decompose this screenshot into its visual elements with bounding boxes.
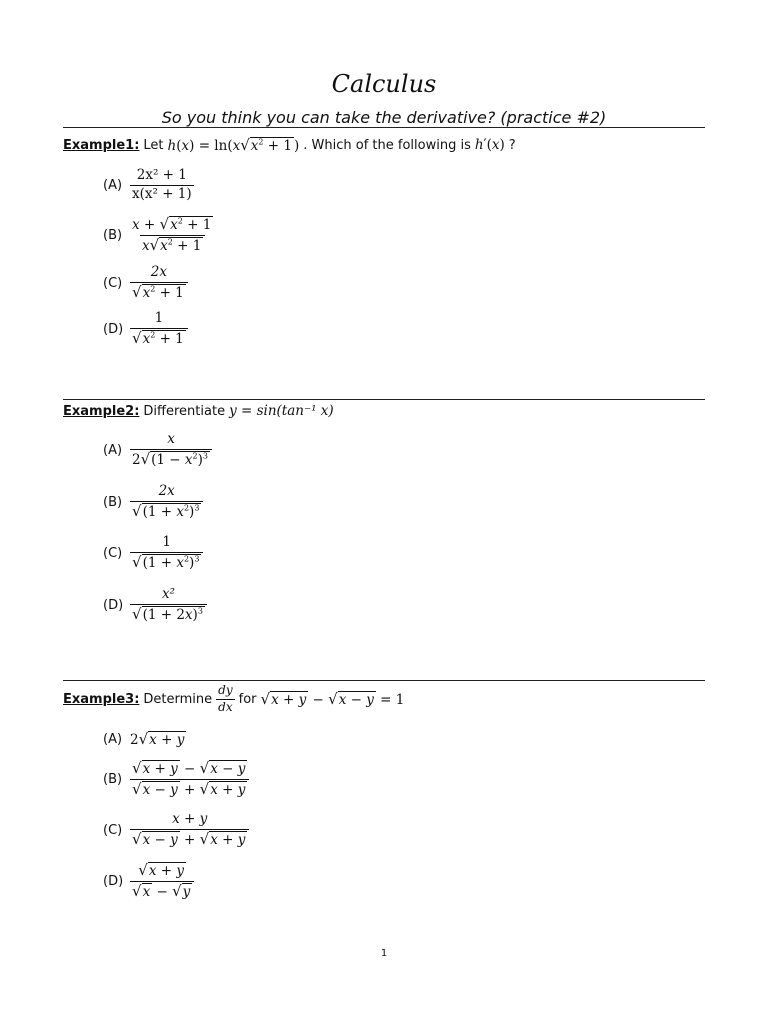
option-fraction [130,168,194,202]
page-number: 1 [380,948,388,959]
example2-prompt-pre: Differentiate [143,403,226,419]
example2-option-a[interactable] [103,432,212,468]
divider [63,127,705,128]
fraction-denominator: $√(1 + x^2)^3$ [130,552,203,572]
fraction-denominator: x(x² + 1) [132,185,192,202]
example2-prompt [63,403,334,419]
option-letter: (A) [103,731,123,747]
fraction-numerator: x [167,431,175,447]
option-expression: 2√x + y [130,730,185,748]
example1-prompt-mid: . Which of the following is [303,137,471,153]
example1-derivative: h′(x) [474,137,505,153]
example1-function: $h(x) = \ln(x√x^2 + 1$ ) [167,136,300,154]
option-letter: (A) [103,177,123,193]
option-fraction [130,311,188,347]
fraction-numerator: 2x [150,264,167,280]
example3-prompt-for: for [238,691,257,707]
option-fraction [130,760,249,798]
divider [63,399,705,400]
example1-prompt-pre: Let [143,137,164,153]
dy-dx-fraction [216,684,234,715]
option-letter: (B) [103,227,123,243]
option-fraction [130,265,188,301]
example1-prompt-post: ? [508,137,516,153]
option-letter: (D) [103,873,124,889]
fraction-numerator: x + y [172,811,208,827]
fraction-denominator: √x − √y [130,881,194,901]
option-fraction [130,432,212,468]
example3-prompt-pre: Determine [143,691,213,707]
option-fraction [130,484,203,520]
example3-option-b[interactable] [103,760,249,798]
example1-option-b[interactable] [103,216,215,254]
example1-prompt [63,136,516,154]
option-letter: (C) [103,275,123,291]
option-letter: (C) [103,822,123,838]
example2-function: y = sin(tan⁻¹ x) [229,403,334,419]
example3-prompt [63,684,404,715]
option-fraction [130,535,203,571]
fraction-numerator: √x + y [138,861,185,879]
option-fraction [130,812,249,848]
fraction-numerator: dy [218,683,233,697]
page-title: Calculus [331,70,437,98]
option-fraction [130,862,194,900]
option-letter: (A) [103,442,123,458]
example2-label: Example2: [63,403,140,419]
option-letter: (C) [103,545,123,561]
divider [63,680,705,681]
option-letter: (D) [103,321,124,337]
example3-equation: √x + y − √x − y = 1 [260,690,405,709]
fraction-numerator: 2x [158,483,175,499]
option-letter: (D) [103,597,124,613]
fraction-denominator: $√(1 + x^2)^3$ [130,501,203,521]
example1-option-c[interactable] [103,265,188,301]
example1-label: Example1: [63,137,140,153]
example3-option-d[interactable] [103,862,194,900]
example2-option-d[interactable] [103,587,207,623]
fraction-denominator: $x√x^2 + 1$ [140,235,205,255]
example1-option-d[interactable] [103,311,188,347]
example2-option-c[interactable] [103,535,203,571]
fraction-denominator: dx [218,699,233,714]
example3-label: Example3: [63,691,140,707]
fraction-denominator: √x − y + √x + y [130,779,249,799]
fraction-numerator: √x + y − √x − y [132,759,246,777]
option-fraction [130,587,207,623]
fraction-numerator: x² [161,586,175,602]
page-subtitle: So you think you can take the derivative? (practice #2) [161,108,607,127]
fraction-denominator: $√x^2 + 1$ [130,328,188,348]
example2-option-b[interactable] [103,484,203,520]
fraction-denominator: $√x^2 + 1$ [130,282,188,302]
example3-option-c[interactable] [103,812,249,848]
fraction-numerator: 1 [154,310,164,326]
option-fraction [130,216,215,254]
option-letter: (B) [103,771,123,787]
fraction-denominator: √x − y + √x + y [130,829,249,849]
fraction-denominator: $√(1 + 2x)^3$ [130,604,207,624]
example1-option-a[interactable] [103,168,194,202]
example3-option-a[interactable] [103,730,186,748]
fraction-denominator: $2√(1 - x^2)^3$ [130,449,212,469]
option-letter: (B) [103,494,123,510]
fraction-numerator: $x + √x^2 + 1$ [132,215,212,233]
fraction-numerator: 2x² + 1 [136,167,187,183]
fraction-numerator: 1 [162,534,171,550]
